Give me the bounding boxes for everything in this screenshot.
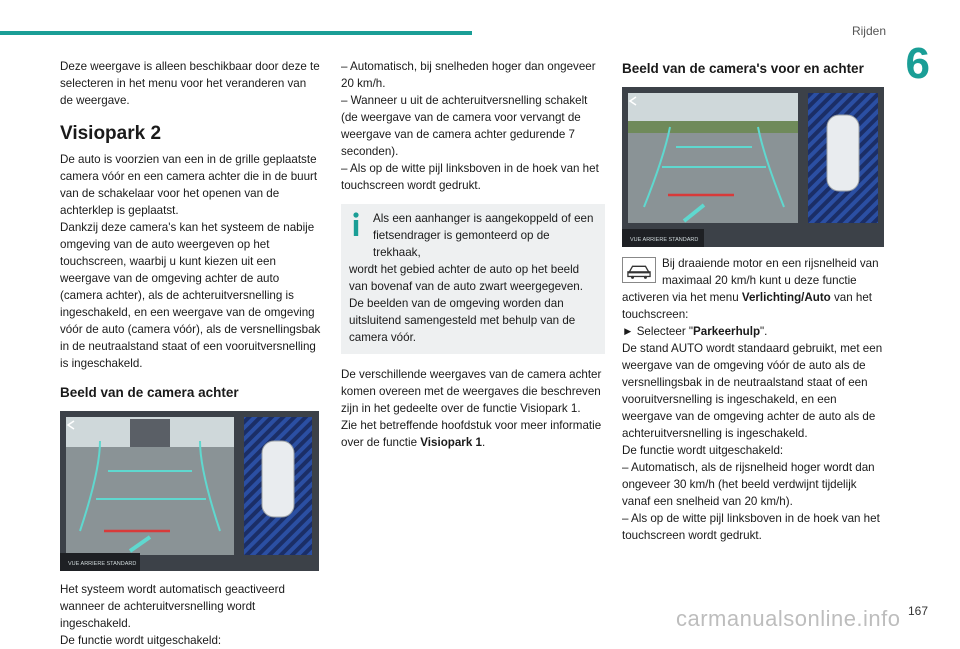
- visiopark-description: De auto is voorzien van een in de grille geplaatste camera vóór en een camera achter die in de buurt van de schakelaar voor het openen van de achterklep is geplaatst. Dankzij deze camera's kan het systeem de nabije omgeving van de auto weergeven op het touchscreen, waarbij u kunt kiezen uit een weergave van de omgeving achter de auto (camera achter), als de achteruitversnelling is ingeschakeld, en een weergave van de omgeving vóór de auto (camera vóór), als de versnellingsbak in de neutraalstand staat of een vooruitversnelling is ingeschakeld.: [60, 153, 321, 370]
- column-3: [622, 58, 884, 544]
- auto-mode-description: De stand AUTO wordt standaard gebruikt, met een weergave van de omgeving vóór de auto als de versnellingsbak in de neutraalstand staat of een vooruitversnelling is ingeschakeld, en een weergave van de omgeving achter de auto als de achteruitversnelling is ingeschakeld. De functie wordt uitgeschakeld: – Automatisch, als de rijsnelheid hoger wordt dan ongeveer 30 km/h (het beeld verdwijnt tijdelijk vanaf een snelheid van 20 km/h). – Als op de witte pijl linksboven in de hoek van het touchscreen wordt gedrukt.: [622, 342, 883, 542]
- watermark: carmanualsonline.info: [676, 606, 901, 631]
- select-prefix: ► Selecteer ": [622, 325, 694, 338]
- engine-text-a: activeren via het menu: [622, 291, 742, 304]
- info-icon: [351, 212, 361, 236]
- heading-rear-camera: Beeld van de camera achter: [60, 385, 239, 400]
- info-text-rest: wordt het gebied achter de auto op het beeld van bovenaf van de auto zwart weergegeven. De beelden van de omgeving worden dan uitsluitend samengesteld met behulp van de camera vóór.: [349, 263, 583, 344]
- info-text-first: Als een aanhanger is aangekoppeld of een fietsendrager is gemonteerd op de trekhaak,: [373, 212, 594, 259]
- rear-camera-description: Het systeem wordt automatisch geactiveerd wanneer de achteruitversnelling wordt ingeschakeld. De functie wordt uitgeschakeld:: [60, 583, 285, 647]
- rear-cam-label: VUE ARRIERE STANDARD: [68, 561, 137, 567]
- views-description: [341, 366, 605, 451]
- engine-text-b: van het touchscreen:: [622, 291, 873, 321]
- engine-note: [622, 255, 884, 544]
- info-box: [341, 204, 605, 354]
- rear-camera-image: [60, 411, 319, 571]
- views-text: De verschillende weergaves van de camera achter komen overeen met de weergaves die beschreven zijn in het gedeelte over de functie Visiopark 1. Zie het betreffende hoofdstuk voor meer informatie over de functie: [341, 368, 602, 449]
- front-rear-camera-image: [622, 87, 884, 247]
- engine-text-rest: [622, 289, 884, 323]
- car-icon: [622, 257, 656, 283]
- views-period: .: [481, 436, 486, 449]
- visiopark-1-reference: Visiopark 1: [420, 436, 482, 449]
- parkeerhulp-reference: Parkeerhulp: [693, 325, 761, 338]
- column-1: [60, 58, 322, 649]
- menu-reference: Verlichting/Auto: [741, 291, 831, 304]
- column-2: [341, 58, 605, 451]
- front-cam-label: VUE ARRIERE STANDARD: [630, 237, 699, 243]
- select-instruction: [622, 323, 884, 340]
- chapter-number: 6: [905, 39, 930, 88]
- heading-visiopark-2: Visiopark 2: [60, 123, 162, 144]
- intro-paragraph: Deze weergave is alleen beschikbaar door deze te selecteren in het menu voor het veranderen van de weergave.: [60, 60, 320, 107]
- select-suffix: ".: [760, 325, 768, 338]
- deactivation-list: – Automatisch, bij snelheden hoger dan ongeveer 20 km/h. – Wanneer u uit de achteruitversnelling schakelt (de weergave van de camera voor vervangt de weergave van de camera achter gedurende 7 seconden). – Als op de witte pijl linksboven in de hoek van het touchscreen wordt gedrukt.: [341, 60, 599, 192]
- heading-front-rear-camera: Beeld van de camera's voor en achter: [622, 61, 864, 76]
- page-number: 167: [907, 604, 928, 618]
- header-accent-bar: [0, 31, 472, 35]
- engine-text-first: Bij draaiende motor en een rijsnelheid van maximaal 20 km/h kunt u deze functie: [662, 257, 879, 287]
- section-title: Rijden: [851, 24, 886, 38]
